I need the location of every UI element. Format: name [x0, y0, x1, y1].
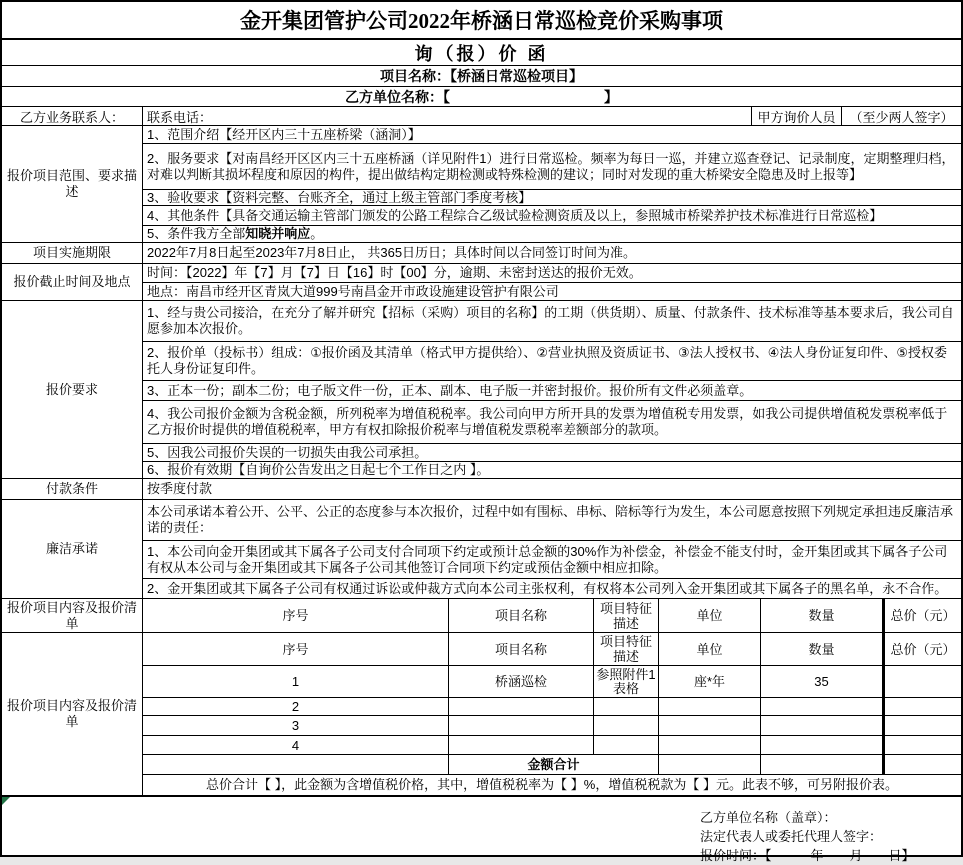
deadline-place: 地点：南昌市经开区青岚大道999号南昌金开市政设施建设管护有限公司 [143, 282, 961, 300]
cell-no: 3 [291, 718, 300, 733]
cell-feature [593, 698, 658, 715]
cell-total [882, 736, 961, 754]
quote-requirements-section [2, 300, 961, 478]
cell-no: 1 [291, 674, 300, 689]
subtotal-empty [143, 755, 448, 774]
sign-note: （至少两人签字） [841, 107, 961, 125]
col-header-unit: 单位 [658, 633, 760, 665]
subtotal-label: 金额合计 [448, 755, 658, 774]
duration-label: 项目实施期限 [32, 245, 111, 260]
cell-no: 2 [291, 699, 300, 714]
subtotal-row [143, 754, 961, 774]
payment-value: 按季度付款 [147, 481, 213, 496]
table-row [143, 665, 961, 697]
project-name-row: 项目名称：【桥涵日常巡检项目】 [2, 65, 961, 86]
cell-qty: 35 [760, 666, 882, 697]
cell-feature [593, 736, 658, 754]
quote-requirement-item: 6、报价有效期【自询价公告发出之日起七个工作日之内 】。 [143, 461, 961, 478]
col-header-no: 序号 [282, 608, 309, 623]
col-header-name: 项目名称 [448, 599, 593, 632]
cell-unit: 座*年 [658, 666, 760, 697]
signature-company-line: 乙方单位名称（盖章）： [700, 810, 837, 825]
cell-flag-icon [2, 797, 10, 805]
integrity-section [2, 499, 961, 598]
quote-requirement-item: 1、经与贵公司接洽，在充分了解并研究【招标（采购）项目的名称】的工期（供货期）、质量、付款条件、技术标准等基本要求后，我公司自愿参加本次报价。 [147, 305, 954, 336]
signature-area [2, 795, 961, 865]
contacts-row [2, 106, 961, 125]
cell-unit [658, 716, 760, 735]
cell-no: 4 [291, 737, 300, 753]
cell-name [448, 716, 593, 735]
scope-item [143, 225, 961, 242]
signature-date-line: 报价时间：【 年 月 日】 [700, 848, 915, 863]
scope-item: 2、服务要求【对南昌经开区区内三十五座桥涵（详见附件1）进行日常巡检。频率为每日一巡，并建立巡查登记、记录制度，定期整理归档，对难以判断其损坏程度和原因的构件，提出做结构定期检测或特殊检测的建议；同时对发现的重大桥梁安全隐患及时上报等】 [143, 143, 961, 189]
cell-feature [593, 716, 658, 735]
cell-total [882, 698, 961, 715]
integrity-item: 1、本公司向金开集团或其下属各子公司支付合同项下约定或预计总金额的30%作为补偿金，补偿金不能支付时，金开集团或其下属各子公司有权从本公司与金开集团或其下属各子公司其他签订合同项下约定或预估金额中相应扣除。 [143, 540, 961, 578]
subtotal-empty [658, 755, 760, 774]
document-subtitle: 询（报）价 函 [2, 38, 961, 65]
cell-name [448, 736, 593, 754]
cell-total [882, 716, 961, 735]
cell-name: 桥涵巡检 [448, 666, 593, 697]
cell-unit [658, 698, 760, 715]
table-row [143, 697, 961, 715]
col-header-total: 总价（元） [882, 599, 961, 632]
cell-feature: 参照附件1表格 [593, 666, 658, 697]
item-table-header-row [143, 633, 961, 665]
table-row [143, 715, 961, 735]
cell-qty [760, 716, 882, 735]
duration-row [2, 242, 961, 263]
scope-section-label: 报价项目范围、要求描述 [6, 168, 137, 199]
payment-label: 付款条件 [45, 481, 98, 496]
deadline-section [2, 263, 961, 300]
col-header-name: 项目名称 [448, 633, 593, 665]
quote-requirement-item: 3、正本一份；副本二份；电子版文件一份，正本、副本、电子版一并密封报价。报价所有文件必须盖章。 [143, 380, 961, 400]
scope-item5-suffix: 。 [310, 226, 324, 241]
item-table-label: 报价项目内容及报价清单 [6, 599, 137, 631]
party-b-name-row: 乙方单位名称：【 】 [2, 86, 961, 106]
quote-requirements-label: 报价要求 [45, 381, 98, 397]
integrity-item: 2、金开集团或其下属各子公司有权通过诉讼或仲裁方式向本公司主张权利，有权将本公司列入金开集团或其下属各子的黑名单，永不合作。 [143, 578, 961, 598]
payment-row [2, 478, 961, 499]
item-table-body-section [2, 632, 961, 795]
cell-unit [658, 736, 760, 754]
cell-name [448, 698, 593, 715]
scope-item: 4、其他条件【具备交通运输主管部门颁发的公路工程综合乙级试验检测资质及以上，参照城市桥梁养护技术标准进行日常巡检】 [143, 205, 961, 225]
integrity-label: 廉洁承诺 [45, 541, 98, 556]
item-table-header-section [2, 598, 961, 632]
quote-requirement-item: 2、报价单（投标书）组成：①报价函及其清单（格式甲方提供给）、②营业执照及资质证书、③法人授权书、④法人身份证复印件、⑤授权委托人身份证复印件。 [143, 341, 961, 380]
signature-representative-line: 法定代表人或委托代理人签字： [700, 829, 883, 844]
scope-item: 1、范围介绍【经开区内三十五座桥梁（涵洞）】 [147, 126, 421, 142]
scope-item5-bold: 知晓并响应 [245, 226, 311, 241]
scope-item5-prefix: 5、条件我方全部 [147, 226, 246, 241]
col-header-feature: 项目特征描述 [593, 633, 658, 665]
deadline-time: 时间：【2022】年【7】月【7】日【16】时【00】分，逾期、未密封送达的报价无效。 [147, 265, 642, 280]
col-header-unit: 单位 [658, 599, 760, 632]
col-header-total: 总价（元） [882, 633, 961, 665]
phone-label: 联系电话： [142, 107, 751, 125]
cell-qty [760, 736, 882, 754]
item-table-label: 报价项目内容及报价清单 [6, 698, 137, 729]
subtotal-value [882, 755, 961, 774]
document-title: 金开集团管护公司2022年桥涵日常巡检竞价采购事项 [240, 9, 723, 33]
table-row [143, 735, 961, 754]
subtotal-empty [760, 755, 882, 774]
col-header-qty: 数量 [760, 633, 882, 665]
col-header-feature: 项目特征描述 [593, 599, 658, 632]
quote-requirement-item: 5、因我公司报价失误的一切损失由我公司承担。 [143, 443, 961, 461]
cell-total [882, 666, 961, 697]
col-header-qty: 数量 [760, 599, 882, 632]
item-table-header-row [143, 599, 961, 632]
integrity-item: 本公司承诺本着公开、公平、公正的态度参与本次报价，过程中如有围标、串标、陪标等行为发生，本公司愿意按照下列规定承担违反廉洁承诺的责任： [147, 504, 954, 535]
inquirer-label: 甲方询价人员 [751, 107, 841, 125]
grand-total-note: 总价合计【 】，此金额为含增值税价格，其中，增值税税率为【 】%，增值税税款为【 】元。此表不够，可另附报价表。 [143, 774, 961, 795]
scope-item: 3、验收要求【资料完整、台账齐全，通过上级主管部门季度考核】 [143, 189, 961, 205]
party-b-contact-label: 乙方业务联系人： [19, 109, 124, 125]
quote-requirement-item: 4、我公司报价金额为含税金额，所列税率为增值税税率。我公司向甲方所开具的发票为增值税专用发票，如我公司提供增值税发票税率低于乙方报价时提供的增值税税率，甲方有权扣除报价税率与增值税发票税率差额部分的款项。 [143, 400, 961, 443]
col-header-no: 序号 [282, 641, 309, 657]
cell-qty [760, 698, 882, 715]
deadline-label: 报价截止时间及地点 [13, 274, 131, 289]
duration-value: 2022年7月8日起至2023年7月8日止， 共365日历日；具体时间以合同签订时间为准。 [147, 245, 637, 260]
scope-section [2, 125, 961, 242]
